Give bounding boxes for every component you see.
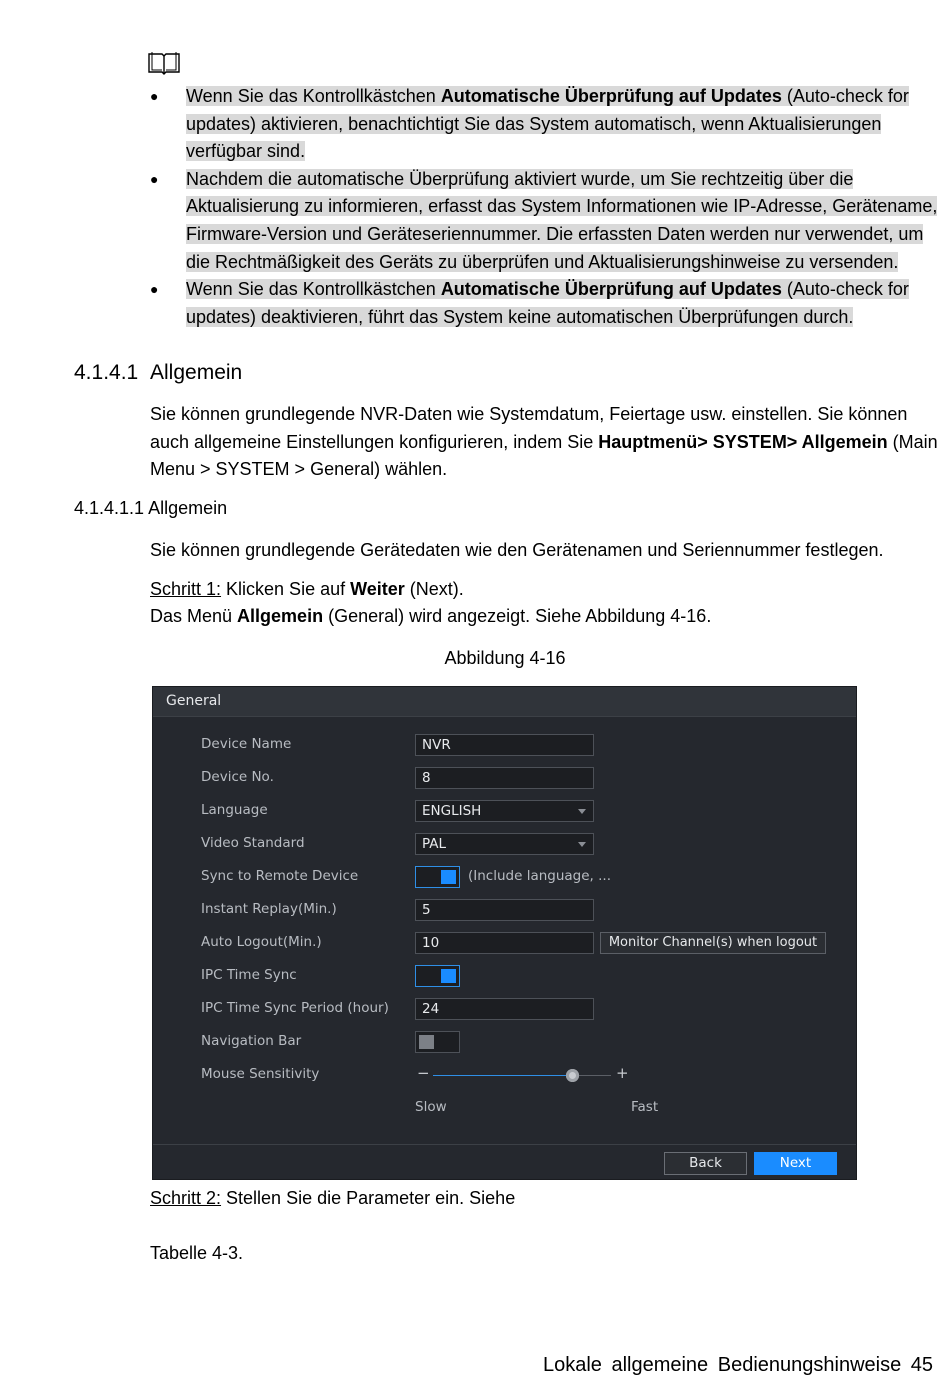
intro-paragraph: Sie können grundlegende NVR-Daten wie Systemdatum, Feiertage usw. einstellen. Sie können auch allgemeine Einstellungen konfigurieren, indem Sie Hauptmenü> SYSTEM> Allgemein (Main Menu > SYSTEM > General) wählen. <box>150 404 938 480</box>
sync-remote-toggle[interactable] <box>415 866 460 888</box>
note-bullet: ● Wenn Sie das Kontrollkästchen Automatische Überprüfung auf Updates (Auto-check for updates) aktivieren, benachtichtigt Sie das System automatisch, wenn Aktualisierungen verfügbar sind. <box>150 86 909 162</box>
chevron-down-icon <box>578 842 586 847</box>
figure-caption: Abbildung 4-16 <box>444 648 566 668</box>
note-bullet: ● Nachdem die automatische Überprüfung aktiviert wurde, um Sie rechtzeitig über die Aktualisierung zu informieren, erfasst das System Informationen wie IP-Adresse, Gerätename, Firmware-Version und Geräteseriennummer. Die erfassten Daten werden nur verwendet, um die Rechtmäßigkeit des Geräts zu überprüfen und Aktualisierungshinweise zu versenden. <box>150 168 938 272</box>
instant-replay-label: Instant Replay(Min.) <box>201 901 337 917</box>
language-label: Language <box>201 802 268 818</box>
video-standard-label: Video Standard <box>201 835 305 851</box>
decrease-icon[interactable]: − <box>417 1064 430 1082</box>
video-standard-select[interactable]: PAL <box>415 833 594 855</box>
auto-logout-input[interactable]: 10 <box>415 932 594 954</box>
chevron-down-icon <box>578 809 586 814</box>
sync-remote-label: Sync to Remote Device <box>201 868 359 884</box>
navigation-bar-toggle[interactable] <box>415 1031 460 1053</box>
navigation-bar-label: Navigation Bar <box>201 1033 302 1049</box>
general-settings-screenshot <box>152 686 857 1180</box>
device-no-label: Device No. <box>201 769 274 785</box>
ipc-time-sync-toggle[interactable] <box>415 965 460 987</box>
ipc-time-sync-label: IPC Time Sync <box>201 967 297 983</box>
increase-icon[interactable]: + <box>616 1064 629 1082</box>
slider-fast-label: Fast <box>631 1099 659 1115</box>
device-name-label: Device Name <box>201 736 292 752</box>
auto-logout-label: Auto Logout(Min.) <box>201 934 322 950</box>
section-title: Allgemein <box>150 361 243 384</box>
sync-remote-note: (Include language, ... <box>468 868 612 884</box>
subsection-heading: 4.1.4.1.1 Allgemein <box>74 498 228 518</box>
next-button[interactable]: Next <box>754 1152 837 1175</box>
step-1: Schritt 1: Klicken Sie auf Weiter (Next). <box>150 579 464 599</box>
button-bar <box>153 1144 856 1179</box>
monitor-channel-button[interactable]: Monitor Channel(s) when logout <box>600 932 826 954</box>
panel-title: General <box>153 687 856 717</box>
section-number: 4.1.4.1 <box>74 361 139 384</box>
mouse-sensitivity-slider-handle[interactable] <box>566 1069 579 1082</box>
table-reference: Tabelle 4-3. <box>150 1243 244 1263</box>
step-2: Schritt 2: Stellen Sie die Parameter ein. Siehe <box>150 1188 516 1208</box>
device-name-input[interactable]: NVR <box>415 734 594 756</box>
mouse-sensitivity-label: Mouse Sensitivity <box>201 1066 320 1082</box>
sub-intro-paragraph: Sie können grundlegende Gerätedaten wie den Gerätenamen und Seriennummer festlegen. <box>150 540 884 560</box>
step-1-result: Das Menü Allgemein (General) wird angezeigt. Siehe Abbildung 4-16. <box>150 606 712 626</box>
slider-slow-label: Slow <box>415 1099 447 1115</box>
slider-track-filled <box>433 1075 572 1076</box>
back-button[interactable]: Back <box>664 1152 747 1175</box>
ipc-time-sync-period-input[interactable]: 24 <box>415 998 594 1020</box>
device-no-input[interactable]: 8 <box>415 767 594 789</box>
page-footer: Lokale allgemeine Bedienungshinweise 45 <box>542 1354 933 1376</box>
ipc-time-sync-period-label: IPC Time Sync Period (hour) <box>201 1000 389 1016</box>
book-icon <box>147 50 181 76</box>
note-bullet: ● Wenn Sie das Kontrollkästchen Automatische Überprüfung auf Updates (Auto-check for updates) deaktivieren, führt das System keine automatischen Überprüfungen durch. <box>150 279 909 327</box>
note-bullet-list <box>148 83 943 331</box>
instant-replay-input[interactable]: 5 <box>415 899 594 921</box>
language-select[interactable]: ENGLISH <box>415 800 594 822</box>
section-heading <box>74 359 242 387</box>
